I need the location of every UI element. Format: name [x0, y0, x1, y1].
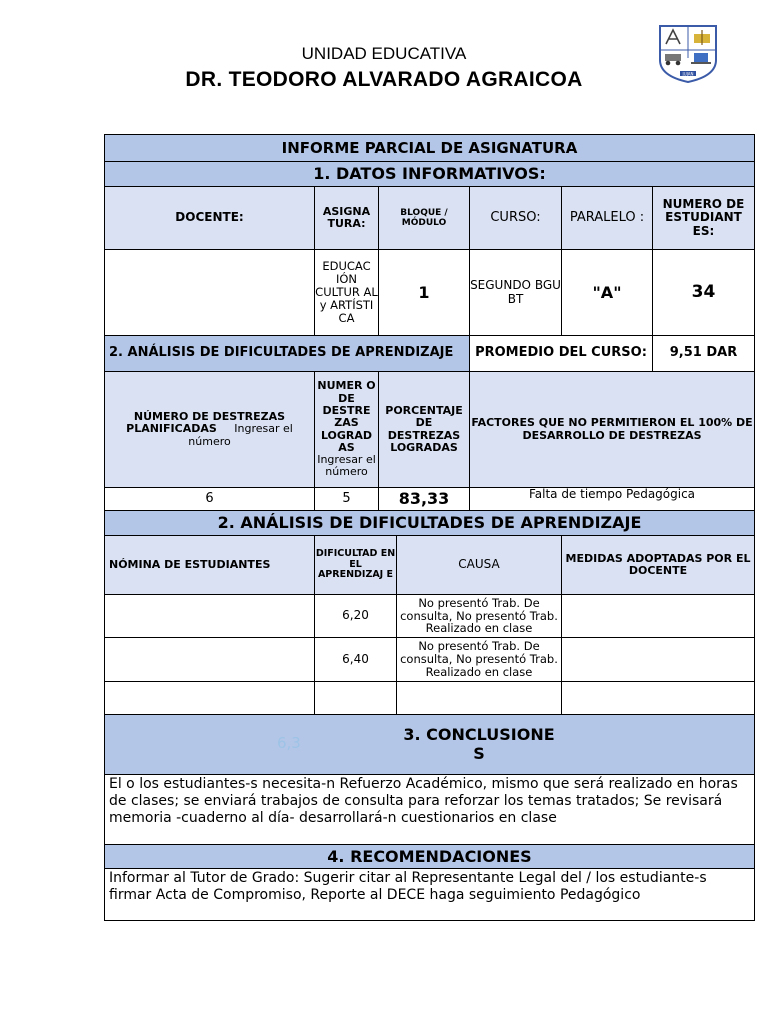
section-4-title: 4. RECOMENDACIONES: [104, 844, 755, 869]
svg-text:JUJAN: JUJAN: [682, 71, 694, 77]
table-row-medidas: [561, 637, 755, 682]
table-row-nomina: [104, 594, 315, 638]
promedio-label: PROMEDIO DEL CURSO:: [469, 335, 653, 372]
table-row-dificultad: [314, 681, 397, 715]
destrezas-planificadas-note: Ingresar el número: [188, 422, 293, 448]
header-dificultad: DIFICULTAD EN EL APRENDIZAJ E: [314, 535, 397, 595]
section-2b-title: 2. ANÁLISIS DE DIFICULTADES DE APRENDIZAJE: [104, 510, 755, 536]
section-2a-title: 2. ANÁLISIS DE DIFICULTADES DE APRENDIZAJE: [104, 335, 470, 372]
table-row-causa: No presentó Trab. De consulta, No presentó Trab. Realizado en clase: [396, 637, 562, 682]
average-faint-value: 6,3: [277, 734, 301, 752]
value-destrezas-planificadas: 6: [104, 487, 315, 511]
header-nomina: NÓMINA DE ESTUDIANTES: [104, 535, 315, 595]
value-bloque: 1: [378, 249, 470, 336]
header-curso: CURSO:: [469, 186, 562, 250]
destrezas-logradas-note: Ingresar el número: [317, 453, 376, 479]
value-paralelo: "A": [561, 249, 653, 336]
header-bloque: BLOQUE / MÓDULO: [378, 186, 470, 250]
school-name-line1: UNIDAD EDUCATIVA: [301, 44, 467, 63]
value-porcentaje: 83,33: [378, 487, 470, 511]
value-factores: Falta de tiempo Pedagógica: [469, 487, 755, 511]
promedio-value: 9,51 DAR: [652, 335, 755, 372]
header-destrezas-logradas: [314, 371, 379, 488]
header-paralelo: PARALELO :: [561, 186, 653, 250]
conclusion-text: El o los estudiantes-s necesita-n Refuerzo Académico, mismo que será realizado en horas de clases; se enviará trabajos de consulta para reforzar los temas tratados; Se revisará memoria -cuaderno al día- desarrollará-n cuestionarios en clase: [104, 774, 755, 845]
destrezas-logradas-label: NUMER O DE DESTRE ZAS LOGRAD AS: [317, 379, 376, 454]
header-numero-estudiantes: NUMERO DE ESTUDIANT ES:: [652, 186, 755, 250]
report-title: INFORME PARCIAL DE ASIGNATURA: [104, 134, 755, 162]
header-factores: FACTORES QUE NO PERMITIERON EL 100% DE DESARROLLO DE DESTREZAS: [469, 371, 755, 488]
header-porcentaje: PORCENTAJE DE DESTREZAS LOGRADAS: [378, 371, 470, 488]
table-row-dificultad: 6,40: [314, 637, 397, 682]
value-numero-estudiantes: 34: [652, 249, 755, 336]
destrezas-planificadas-label: NÚMERO DE DESTREZAS PLANIFICADAS: [126, 410, 286, 436]
value-docente: [104, 249, 315, 336]
header-causa: CAUSA: [396, 535, 562, 595]
recommendation-text: Informar al Tutor de Grado: Sugerir citar al Representante Legal del / los estudiante-s firmar Acta de Compromiso, Reporte al DECE haga seguimiento Pedagógico: [104, 868, 755, 921]
header-docente: DOCENTE:: [104, 186, 315, 250]
table-row-dificultad: 6,20: [314, 594, 397, 638]
section-3-block: [104, 714, 755, 775]
value-asignatura: EDUCAC IÓN CULTUR AL y ARTÍSTI CA: [314, 249, 379, 336]
section-1-title: 1. DATOS INFORMATIVOS:: [104, 161, 755, 187]
value-destrezas-logradas: 5: [314, 487, 379, 511]
value-curso: SEGUNDO BGU BT: [469, 249, 562, 336]
table-row-causa: No presentó Trab. De consulta, No presentó Trab. Realizado en clase: [396, 594, 562, 638]
school-name-line2: DR. TEODORO ALVARADO AGRAICOA: [185, 68, 583, 91]
section-3-title: 3. CONCLUSIONE S: [403, 725, 555, 763]
school-logo: [654, 18, 722, 86]
header-asignatura: ASIGNA TURA:: [314, 186, 379, 250]
table-row-medidas: [561, 594, 755, 638]
table-row-nomina: [104, 681, 315, 715]
table-row-causa: [396, 681, 562, 715]
header-destrezas-planificadas: [104, 371, 315, 488]
table-row-medidas: [561, 681, 755, 715]
table-row-nomina: [104, 637, 315, 682]
header-medidas: MEDIDAS ADOPTADAS POR EL DOCENTE: [561, 535, 755, 595]
